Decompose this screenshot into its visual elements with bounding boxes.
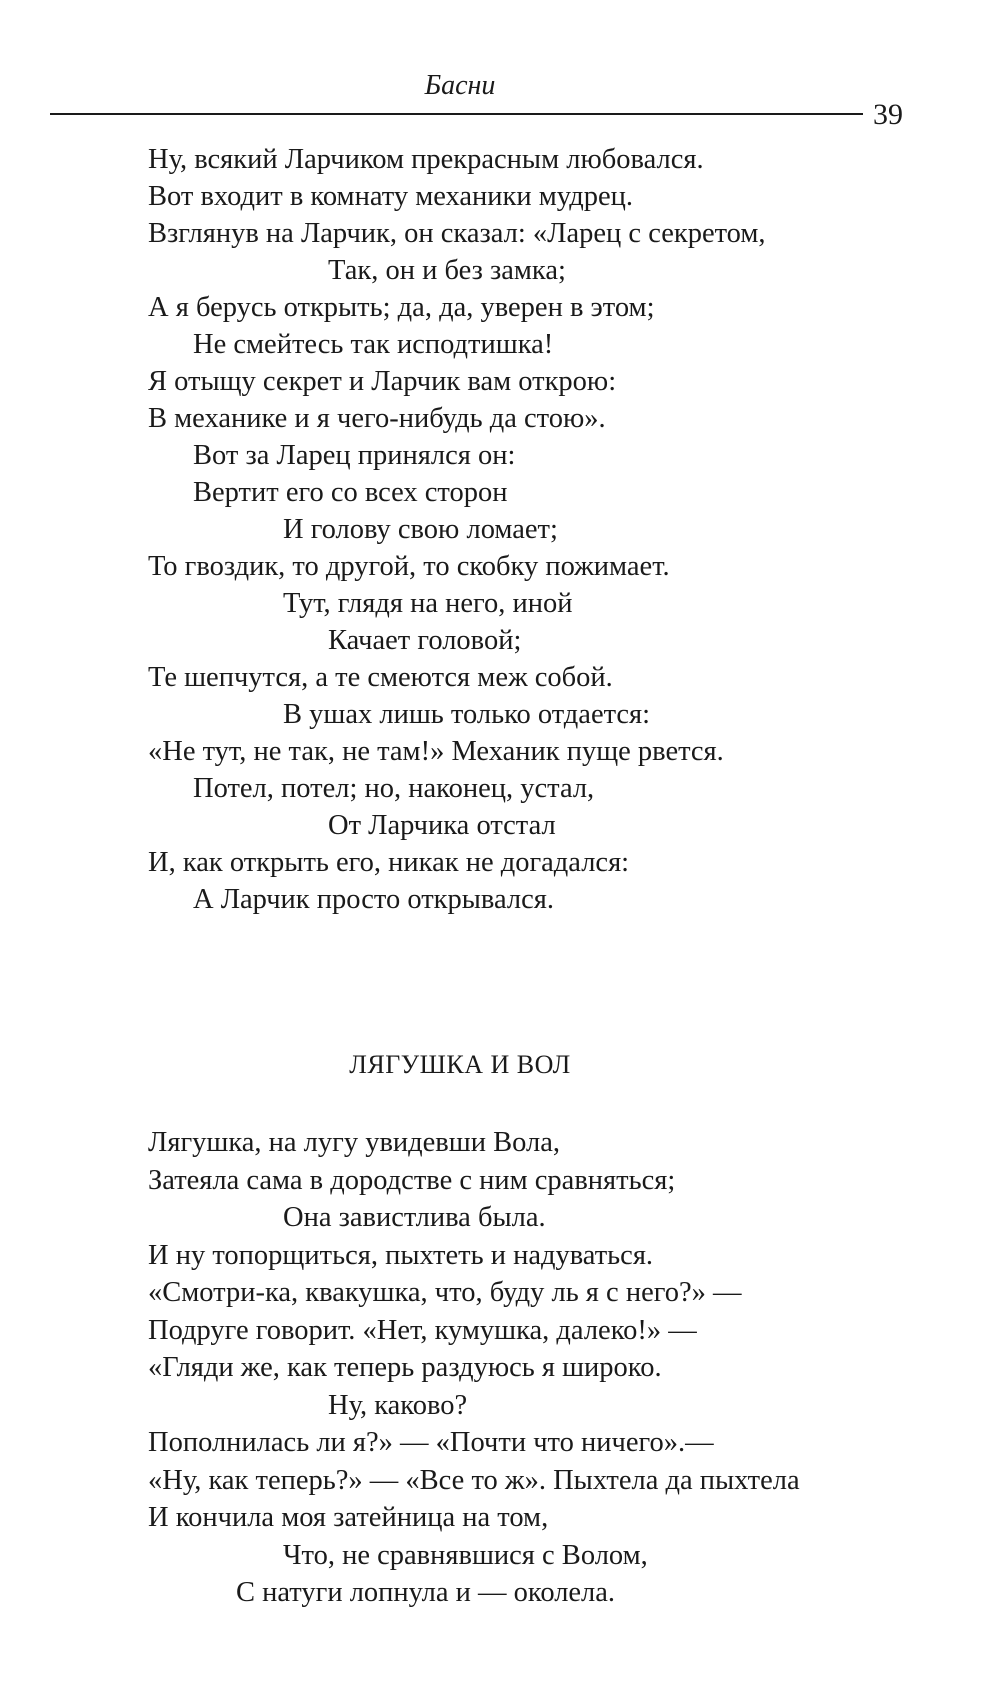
verse-line: «Смотри-ка, квакушка, что, буду ль я с него?» — xyxy=(148,1277,742,1308)
verse-line: Я отыщу секрет и Ларчик вам открою: xyxy=(148,366,617,397)
verse-line: Вот входит в комнату механики мудрец. xyxy=(148,181,634,212)
page-number: 39 xyxy=(873,98,903,131)
verse-line: Не смейтесь так исподтишка! xyxy=(193,329,554,360)
verse-line: Взглянув на Ларчик, он сказал: «Ларец с секретом, xyxy=(148,218,766,249)
verse-line: Так, он и без замка; xyxy=(328,255,566,286)
fable-verse-frog-and-ox xyxy=(0,1124,800,1612)
verse-line: В механике и я чего-нибудь да стою». xyxy=(148,403,606,434)
verse-line: И голову свою ломает; xyxy=(283,514,558,545)
verse-line: Пополнилась ли я?» — «Почти что ничего».— xyxy=(148,1427,714,1458)
verse-line: Те шепчутся, а те смеются меж собой. xyxy=(148,662,613,693)
verse-line: Потел, потел; но, наконец, устал, xyxy=(193,773,595,804)
fable-verse-larchik-ending xyxy=(0,141,766,918)
verse-line: «Гляди же, как теперь раздуюсь я широко. xyxy=(148,1352,662,1383)
running-head: Басни xyxy=(424,70,496,101)
verse-line: И ну топорщиться, пыхтеть и надуваться. xyxy=(148,1239,654,1271)
verse-line: «Не тут, не так, не там!» Механик пуще рвется. xyxy=(148,736,724,767)
verse-line: Она завистлива была. xyxy=(283,1202,546,1233)
header-rule xyxy=(50,113,863,115)
verse-line: Ну, каково? xyxy=(328,1389,468,1421)
verse-line: И кончила моя затейница на том, xyxy=(148,1502,549,1533)
fable-title: ЛЯГУШКА И ВОЛ xyxy=(349,1050,571,1079)
verse-line: В ушах лишь только отдается: xyxy=(283,699,651,730)
verse-line: Что, не сравнявшися с Волом, xyxy=(283,1539,648,1571)
verse-line: И, как открыть его, никак не догадался: xyxy=(148,847,630,878)
verse-line: А Ларчик просто открывался. xyxy=(193,884,555,915)
verse-line: От Ларчика отстал xyxy=(328,810,556,841)
verse-line: Лягушка, на лугу увидевши Вола, xyxy=(148,1127,560,1158)
verse-line: «Ну, как теперь?» — «Все то ж». Пыхтела да пыхтела xyxy=(148,1464,800,1496)
verse-line: Затеяла сама в дородстве с ним сравняться; xyxy=(148,1164,676,1196)
verse-line: Тут, глядя на него, иной xyxy=(283,588,573,619)
verse-line: То гвоздик, то другой, то скобку пожимает. xyxy=(148,551,670,582)
verse-line: Качает головой; xyxy=(328,625,522,656)
verse-line: Подруге говорит. «Нет, кумушка, далеко!» — xyxy=(148,1314,697,1346)
verse-line: Ну, всякий Ларчиком прекрасным любовался. xyxy=(148,144,704,175)
verse-line: С натуги лопнула и — околела. xyxy=(236,1577,616,1608)
verse-line: Вот за Ларец принялся он: xyxy=(193,440,516,471)
verse-line: А я берусь открыть; да, да, уверен в этом; xyxy=(148,292,655,323)
verse-line: Вертит его со всех сторон xyxy=(193,477,508,508)
